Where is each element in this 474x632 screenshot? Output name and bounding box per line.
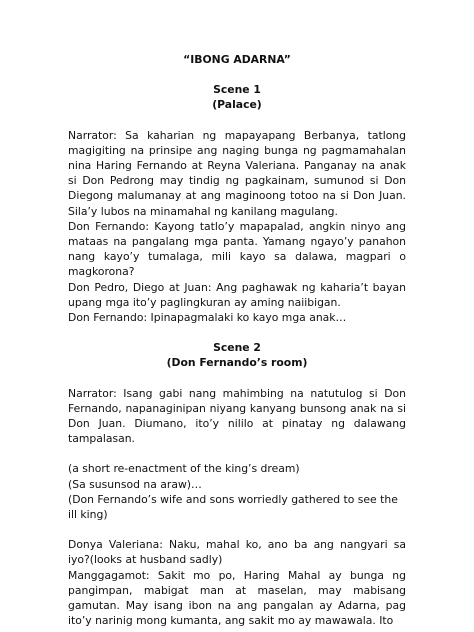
stage-direction: (Sa susunsod na araw)… [68, 477, 202, 491]
scene-2-line-manggagamot: Manggagamot: Sakit mo po, Haring Mahal ay bunga ng pangimpan, mabigat man at maselan, may mabisang gamutan. May isang ibon na ang pangalan ay Adarna, pag ito’y narinig mong kumanta, ang sakit mo ay mawawala. Ito [68, 568, 406, 628]
scene-2-heading-block [68, 340, 406, 370]
scene-2-location: (Don Fernando’s room) [166, 356, 308, 370]
stage-direction: (Don Fernando’s wife and sons worriedly gathered to see the ill king) [68, 492, 398, 522]
scene-1-line-don-fernando-2: Don Fernando: Ipinapagmalaki ko kayo mga anak… [68, 311, 347, 325]
document-body [68, 52, 406, 629]
document-title: “IBONG ADARNA” [183, 53, 291, 66]
scene-2-dialogue [68, 537, 406, 628]
scene-1-line-princes: Don Pedro, Diego at Juan: Ang paghawak ng kaharia’t bayan upang mga ito’y paglingkuran ay aming naiibigan. [68, 280, 406, 309]
scene-1-script [68, 128, 406, 326]
scene-2-line-donya-valeriana: Donya Valeriana: Naku, mahal ko, ano ba ang nangyari sa iyo?(looks at husband sadly) [68, 538, 406, 567]
scene-1-location: (Palace) [212, 98, 262, 112]
scene-1-narration: Narrator: Sa kaharian ng mapayapang Berbanya, tatlong magigiting na prinsipe ang naging bunga ng pagmamahalan nina Haring Fernando at Reyna Valeriana. Panganay na anak si Don Pedrong may tindig ng pagkainam, sumunod si Don Diegong malumanay at ang maginoong totoo na si Don Juan. Sila’y lubos na minamahal ng kanilang magulang. [68, 128, 406, 218]
paragraph-gap [68, 446, 406, 461]
paragraph-gap [68, 522, 406, 537]
stage-direction: (a short re-enactment of the king’s dream) [68, 462, 300, 476]
scene-2-heading: Scene 2 [213, 341, 261, 355]
scene-1-line-don-fernando: Don Fernando: Kayong tatlo’y mapapalad, angkin ninyo ang mataas na pangalang mga panta. Yamang ngayo’y panahon nang kayo’y tumalaga, mili kayo sa dalawa, magpari o magkorona? [68, 219, 406, 279]
scene-1-heading: Scene 1 [213, 83, 261, 97]
scene-2-stage-directions [68, 461, 406, 522]
scene-2-narration: Narrator: Isang gabi nang mahimbing na natutulog si Don Fernando, napanaginipan niyang kanyang bunsong anak na si Don Juan. Diumano, ito’y nililo at pinatay ng dalawang tampalasan. [68, 386, 406, 446]
scene-1-heading-block [68, 82, 406, 112]
